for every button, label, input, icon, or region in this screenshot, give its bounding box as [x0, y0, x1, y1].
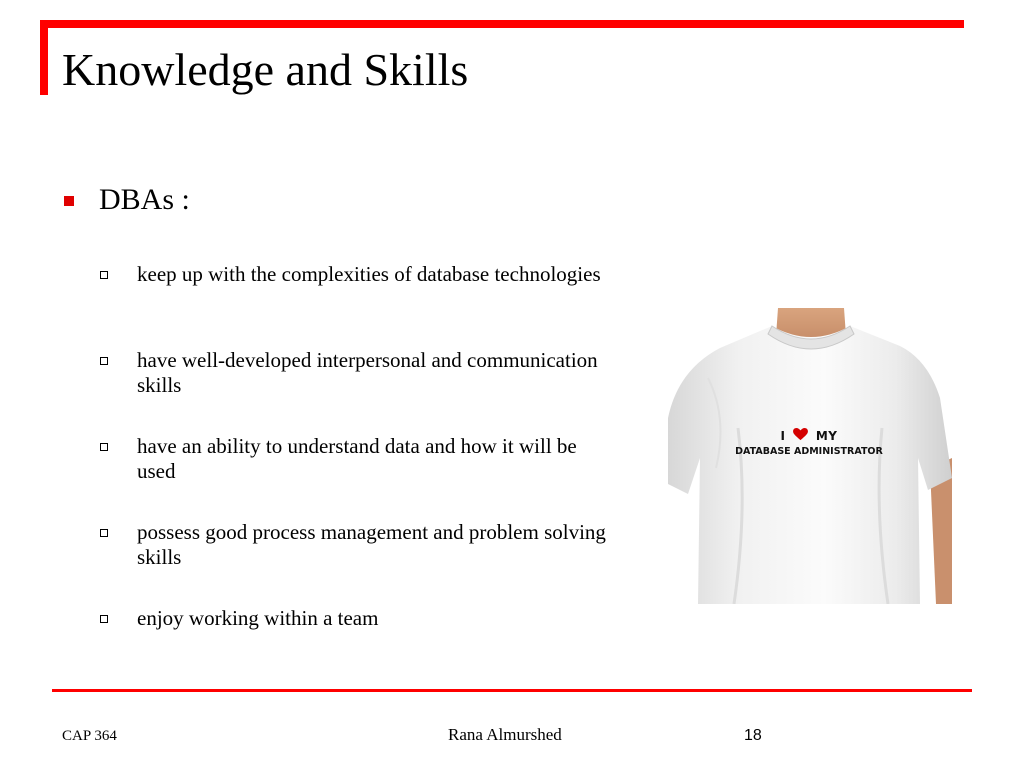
- list-item-text: keep up with the complexities of database technologies: [137, 262, 601, 286]
- footer-divider: [52, 689, 972, 692]
- tshirt-print: [724, 428, 894, 458]
- page-number: 18: [744, 727, 762, 744]
- tshirt-print-my: MY: [815, 429, 838, 443]
- list-item-text: enjoy working within a team: [137, 606, 379, 630]
- hollow-square-bullet-icon: [100, 271, 108, 279]
- hollow-square-bullet-icon: [100, 529, 108, 537]
- hollow-square-bullet-icon: [100, 443, 108, 451]
- tshirt-print-i: I: [780, 429, 786, 443]
- list-item-text: have an ability to understand data and how it will be used: [137, 434, 577, 483]
- tshirt-print-line1: [724, 428, 894, 445]
- hollow-square-bullet-icon: [100, 357, 108, 365]
- footer-author: Rana Almurshed: [448, 725, 562, 744]
- hollow-square-bullet-icon: [100, 615, 108, 623]
- list-item-text: possess good process management and problem solving skills: [137, 520, 606, 569]
- main-bullet-text: DBAs :: [99, 183, 190, 216]
- heart-icon: [793, 428, 808, 445]
- square-bullet-icon: [64, 196, 74, 206]
- footer-course: CAP 364: [62, 728, 117, 744]
- tshirt-print-line2: DATABASE ADMINISTRATOR: [735, 446, 883, 457]
- list-item-text: have well-developed interpersonal and communication skills: [137, 348, 598, 397]
- slide-title: Knowledge and Skills: [62, 44, 469, 95]
- title-accent-side-bar: [40, 20, 48, 95]
- title-accent-bar: [40, 20, 964, 28]
